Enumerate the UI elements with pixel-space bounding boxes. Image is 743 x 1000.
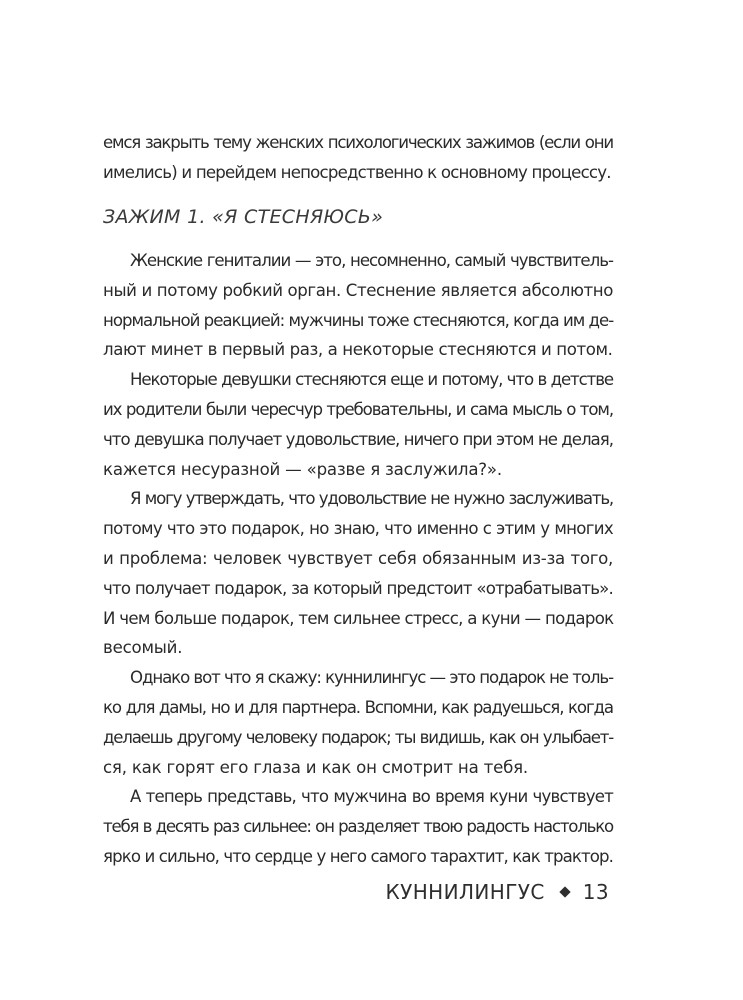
text-line: делаешь другому человеку подарок; ты видишь, как он улыбает- bbox=[103, 727, 613, 747]
text-line: имелись) и перейдем непосредственно к основному процессу. bbox=[103, 162, 611, 182]
text-line: весомый. bbox=[103, 638, 183, 658]
text-line: Однако вот что я скажу: куннилингус — это подарок не толь- bbox=[130, 668, 613, 688]
section-heading: ЗАЖИМ 1. «Я СТЕСНЯЮСЬ» bbox=[103, 206, 384, 228]
text-line: тебя в десять раз сильнее: он разделяет твою радость настолько bbox=[103, 817, 613, 837]
text-line: их родители были чересчур требовательны, и сама мысль о том, bbox=[103, 399, 613, 419]
text-line: Женские гениталии — это, несомненно, самый чувствитель- bbox=[130, 251, 613, 270]
text-line: кажется несуразной — «разве я заслужила?». bbox=[103, 459, 502, 479]
text-line: Некоторые девушки стесняются еще и потому, что в детстве bbox=[130, 370, 613, 390]
body-text bbox=[103, 246, 613, 872]
intro-paragraph bbox=[103, 128, 613, 188]
text-line: что девушка получает удовольствие, ничего при этом не делая, bbox=[103, 429, 613, 449]
text-line: потому что это подарок, но знаю, что именно с этим у многих bbox=[103, 519, 613, 539]
text-line: что получает подарок, за который предстоит «отрабатывать». bbox=[103, 578, 613, 598]
page-footer bbox=[386, 880, 609, 904]
running-title: КУННИЛИНГУС bbox=[385, 880, 545, 904]
text-line: лают минет в первый раз, а некоторые стесняются и потом. bbox=[103, 340, 613, 360]
text-line: А теперь представь, что мужчина во время куни чувствует bbox=[130, 787, 613, 807]
text-line: ко для дамы, но и для партнера. Вспомни, как радуешься, когда bbox=[103, 697, 613, 717]
text-line: нормальной реакцией: мужчины тоже стесняются, когда им де- bbox=[103, 310, 614, 330]
text-line: Я могу утверждать, что удовольствие не нужно заслуживать, bbox=[130, 489, 613, 509]
text-line: емся закрыть тему женских психологических зажимов (если они bbox=[103, 133, 613, 152]
text-line: ярко и сильно, что сердце у него самого тарахтит, как трактор. bbox=[103, 846, 614, 866]
text-line: и проблема: человек чувствует себя обязанным из-за того, bbox=[103, 548, 613, 568]
text-line: ся, как горят его глаза и как он смотрит на тебя. bbox=[103, 757, 528, 777]
text-line: И чем больше подарок, тем сильнее стресс, а куни — подарок bbox=[103, 608, 614, 628]
text-line: ный и потому робкий орган. Стеснение является абсолютно bbox=[103, 280, 613, 300]
diamond-icon bbox=[559, 886, 570, 897]
page-number: 13 bbox=[582, 880, 609, 904]
